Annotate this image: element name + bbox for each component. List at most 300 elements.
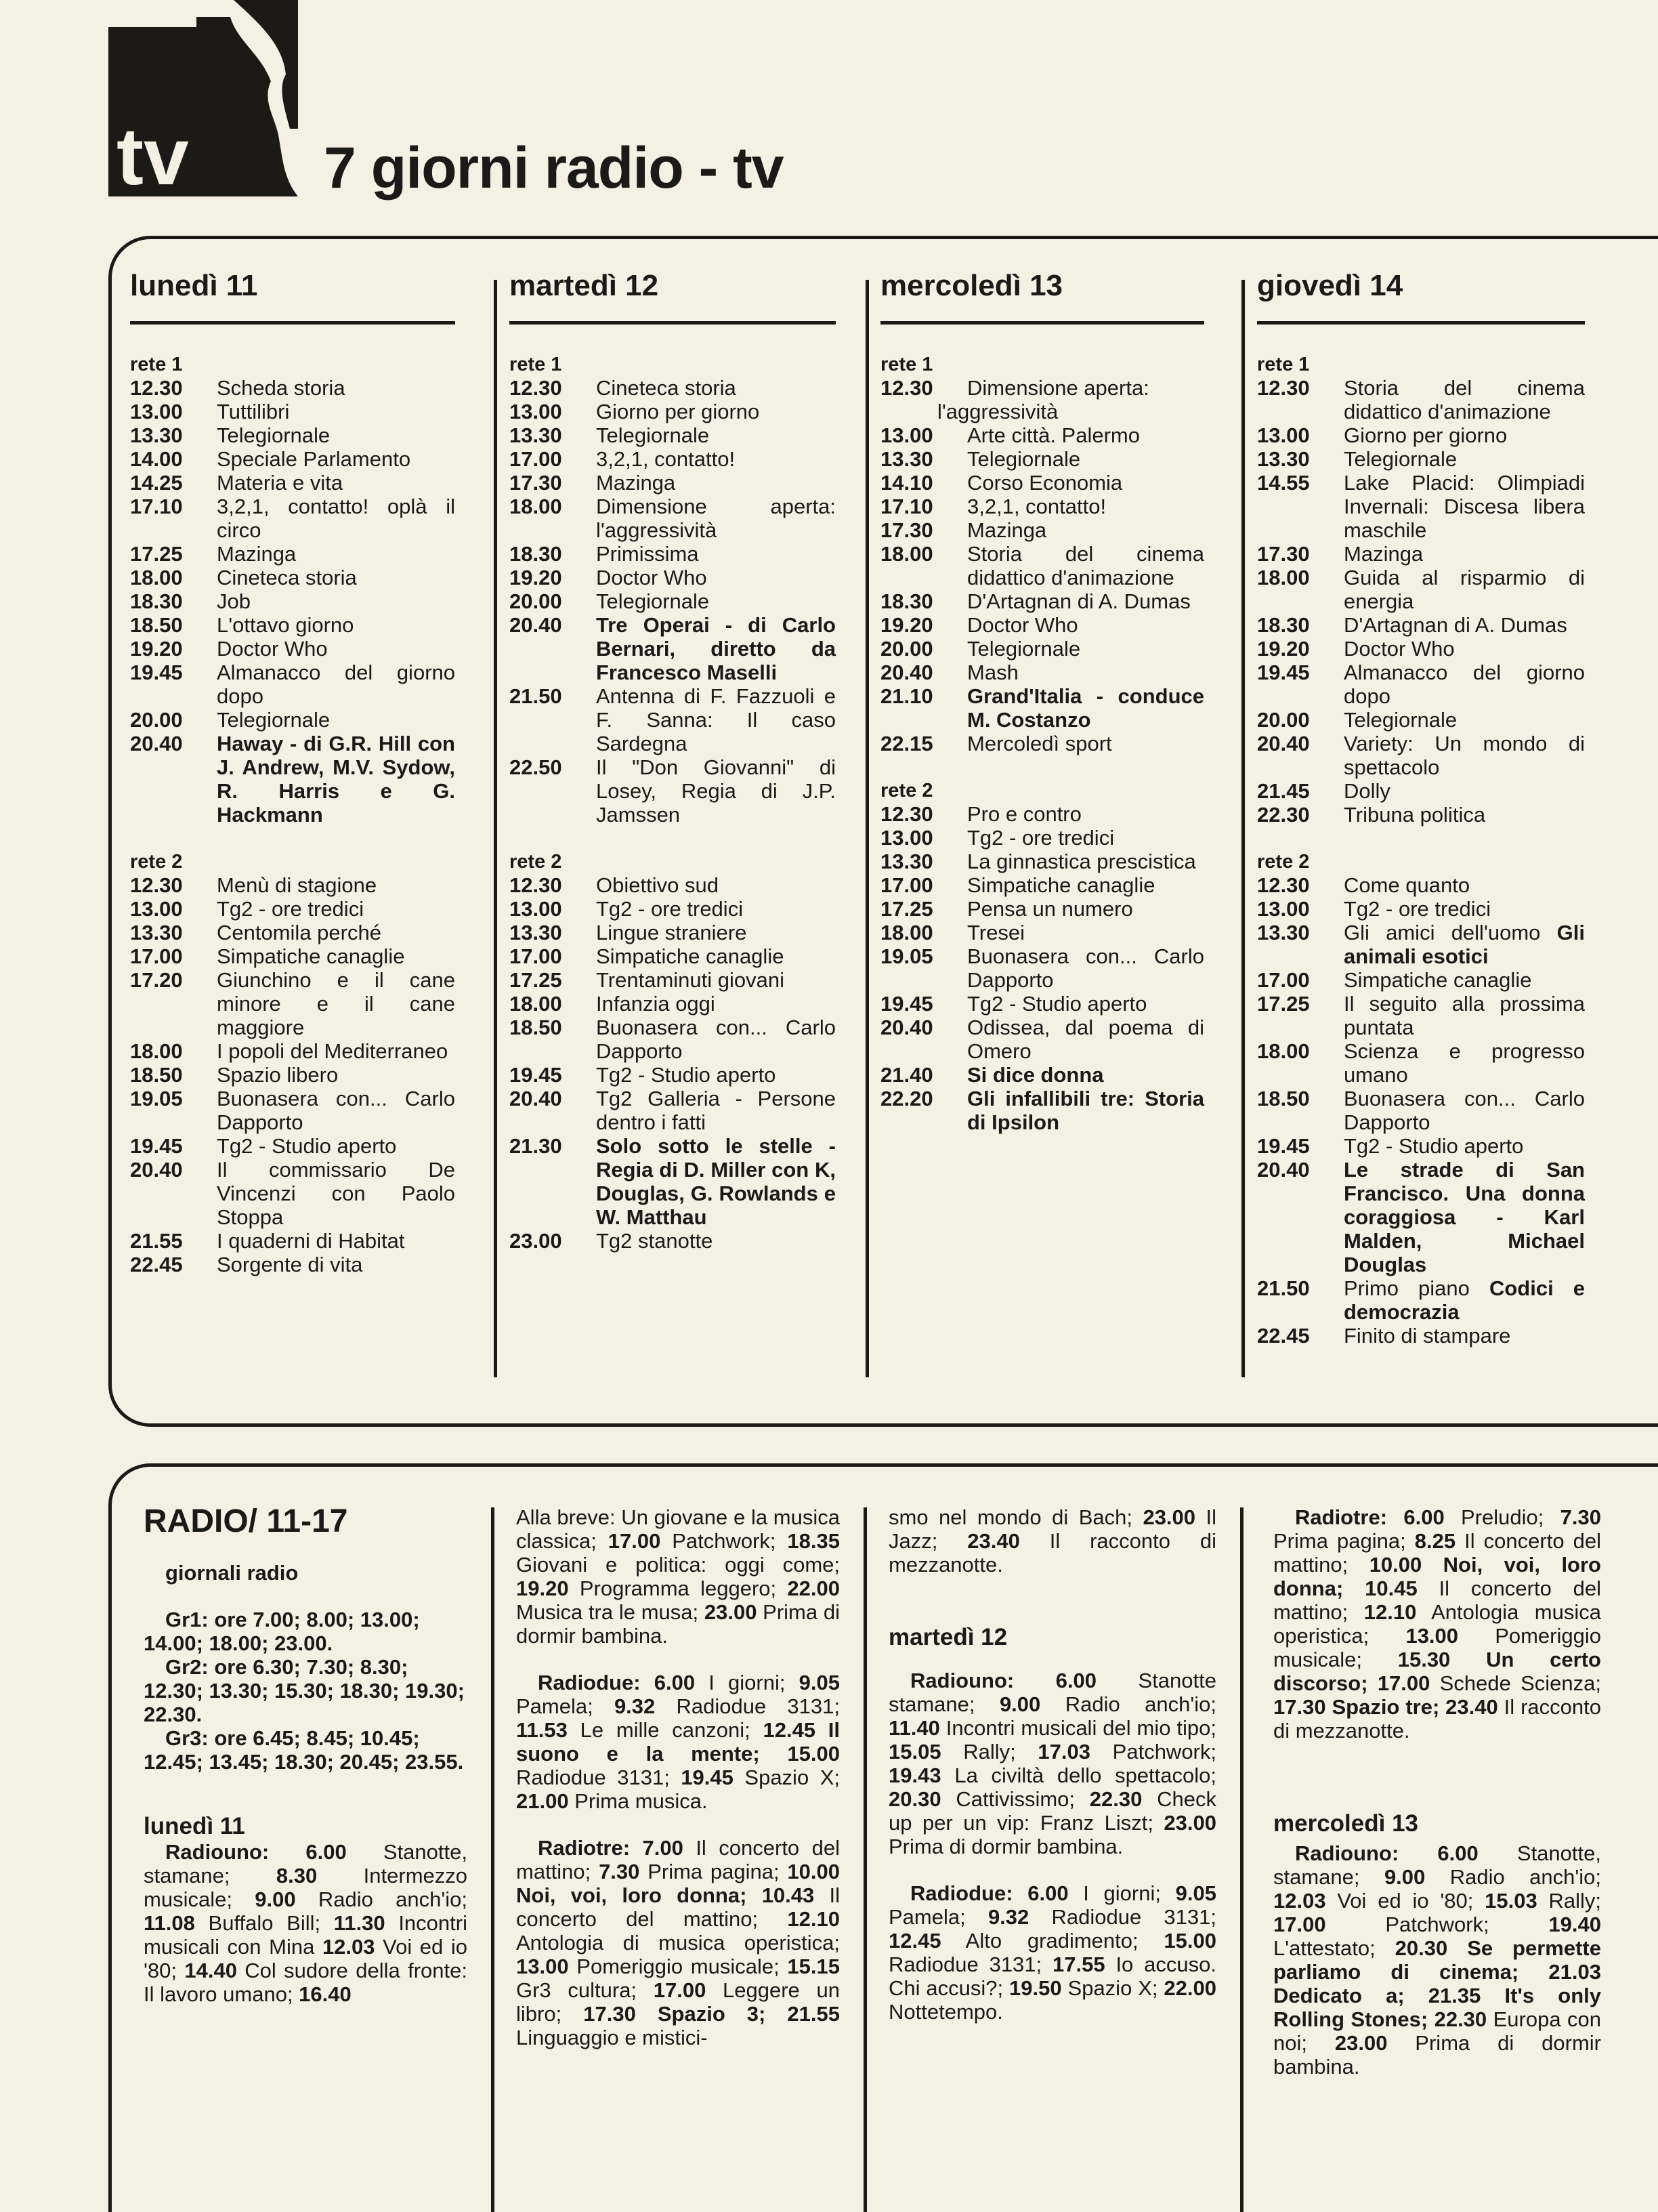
radio-column-1 [144,1505,467,2006]
program-row [509,1063,836,1087]
program-time: 17.30 [509,471,562,495]
program-title-text: Buonasera con... Carlo Dapporto [967,944,1204,992]
program-title-text: Giorno per giorno [596,400,760,423]
program-title-text: Storia del cinema didattico d'animazione [1344,376,1585,423]
radio-time-bold: 11.08 [144,1911,195,1935]
program-title [1344,471,1585,542]
program-title [217,921,455,944]
program-row [130,661,455,708]
program-title [596,589,836,613]
program-title-text: Mazinga [596,471,676,495]
radio-time-bold: 17.03 [1038,1740,1090,1764]
program-title [596,755,836,827]
program-row [509,684,836,755]
program-row [1257,732,1585,779]
radio-program-text: Patchwork; [660,1529,788,1553]
radio-program-text: Nottetempo. [889,2000,1003,2024]
program-time: 13.00 [1257,897,1310,921]
program-title-text: 3,2,1, contatto! [967,495,1107,518]
program-title [967,495,1204,518]
program-row [509,1087,836,1134]
radio-program-text: Buffalo Bill; [194,1911,334,1935]
program-title-text: Buonasera con... Carlo Dapporto [1344,1087,1585,1134]
program-time: 17.00 [130,944,183,968]
radio-time-bold: 23.00 [1164,1811,1216,1835]
program-time: 13.30 [509,423,562,447]
program-title-text: Doctor Who [967,613,1078,637]
program-title-text: D'Artagnan di A. Dumas [1344,613,1567,637]
radio-program-text: Pamela; [516,1694,614,1718]
channel-label: rete 1 [880,354,933,375]
program-title-text: 3,2,1, contatto! [596,447,736,471]
radio-time-bold: 20.30 Se permette parliamo di cinema; 21.03 Dedicato a; 21.35 It's only Rolling Stones; 22.30 [1273,1936,1601,2031]
program-row [880,447,1204,471]
program-time: 20.00 [1257,708,1310,732]
program-title-text: Buonasera con... Carlo Dapporto [596,1016,836,1063]
program-title [967,921,1204,944]
radio-time-bold: 23.40 [967,1529,1020,1553]
radio-time-bold: 9.32 [614,1694,656,1718]
radio-time-bold: 7.30 [1560,1505,1601,1529]
program-row [1257,708,1585,732]
radio-time-bold: Radiotre: 7.00 [538,1836,683,1860]
program-row [509,1229,836,1253]
program-time: 12.30 [509,376,562,400]
program-row [509,566,836,589]
program-time: 18.50 [1257,1087,1310,1110]
radio-time-bold: 13.00 [1405,1624,1459,1648]
program-title [967,944,1204,992]
program-row [880,850,1204,873]
program-title-text: Giunchino e il cane minore e il cane maggiore [217,968,455,1039]
day-title: giovedì 14 [1257,269,1403,302]
program-row [509,897,836,921]
program-title-text: Doctor Who [596,566,707,589]
program-title [217,1039,455,1063]
program-time: 17.25 [130,542,183,566]
radio-program-text: Gr3 cultura; [516,1978,654,2002]
program-time: 19.05 [130,1087,183,1110]
program-title [1344,1134,1585,1158]
program-time: 18.30 [130,589,183,613]
program-row [130,1087,455,1134]
program-title [217,400,455,423]
program-title-text: Finito di stampare [1344,1324,1511,1348]
program-title [217,566,455,589]
program-time: 13.30 [1257,921,1310,944]
day-title-rule [509,321,836,325]
program-time: 22.45 [130,1253,183,1276]
radio-program-text: Il concerto del mattino; [516,1883,840,1931]
program-row [880,661,1204,684]
program-title [596,566,836,589]
program-row [509,944,836,968]
program-time: 20.40 [509,613,562,637]
program-time: 13.30 [1257,447,1310,471]
program-title [967,1016,1204,1063]
program-title-text: Buonasera con... Carlo Dapporto [217,1087,455,1134]
program-title [596,684,836,755]
radio-lunedi-radiodue [516,1671,840,1813]
column-divider [491,1507,494,2212]
program-title-text: Tg2 - ore tredici [967,826,1115,850]
radio-time-bold: 7.30 [599,1860,640,1883]
radio-time-bold: Radiouno: 6.00 [910,1669,1097,1692]
program-title [1344,613,1585,637]
column-divider [1241,280,1245,1377]
radio-program-text: Rally; [1537,1889,1602,1913]
program-row [130,1158,455,1229]
gr2-schedule: Gr2: ore 6.30; 7.30; 8.30; 12.30; 13.30; 15.30; 18.30; 19.30; 22.30. [144,1655,465,1726]
radio-mercoledi-radiouno [1273,1841,1601,2079]
radio-program-text: Radiodue 3131; [889,1953,1053,1976]
program-time: 21.50 [509,684,562,708]
program-title [967,873,1204,897]
program-title [967,376,1204,400]
program-row [1257,661,1585,708]
program-time: 19.20 [509,566,562,589]
program-title [1344,1324,1585,1348]
radio-program-text: Radio anch'io; [1040,1692,1216,1716]
program-title [967,826,1204,850]
program-time: 18.00 [880,921,933,944]
program-row [130,708,455,732]
program-row [880,518,1204,542]
day-title-rule [880,321,1204,325]
radio-program-text: Radio anch'io; [295,1887,467,1911]
radio-program-text: Radio anch'io; [1425,1865,1601,1889]
program-title-text: Telegiornale [596,589,710,613]
program-row [1257,1276,1585,1324]
program-time: 20.00 [880,637,933,661]
program-title-text: Doctor Who [217,637,328,661]
program-time: 18.00 [130,566,183,589]
program-title [217,944,455,968]
program-title [1344,1087,1585,1134]
program-title-text: Il commissario De Vincenzi con Paolo Stoppa [217,1158,455,1229]
program-title-text: Tg2 - ore tredici [217,897,364,921]
program-title-text: Cineteca storia [217,566,357,589]
channel-label: rete 2 [1257,851,1310,873]
radio-program-text: Pamela; [889,1905,988,1929]
program-row [880,471,1204,495]
program-title-text: Variety: Un mondo di spettacolo [1344,732,1585,779]
program-time: 21.30 [509,1134,562,1158]
radio-program-text: I giorni; [1068,1881,1176,1905]
program-title-text: Tg2 Galleria - Persone dentro i fatti [596,1087,836,1134]
program-title-text: I quaderni di Habitat [217,1229,405,1253]
radio-program-text: Antologia di musica operistica; [516,1931,840,1955]
program-time: 19.05 [880,944,933,968]
program-row [130,1229,455,1253]
radio-program-text: Intermezzo musicale; [144,1864,468,1911]
program-title-text: Le strade di San Francisco. Una donna coraggiosa - Karl Malden, Michael Douglas [1344,1158,1585,1276]
schedule-list [880,353,1204,1134]
radio-program-text: Giovani e politica: oggi come; [516,1553,840,1577]
radio-time-bold: 20.30 [889,1787,941,1811]
program-row [1257,1324,1585,1348]
column-divider [494,280,497,1377]
program-title [217,1158,455,1229]
radio-time-bold: 19.45 [681,1766,734,1789]
program-title [1344,873,1585,897]
program-title [1344,542,1585,566]
radio-program-text: Pomeriggio musicale; [568,1955,788,1978]
program-title-text: Telegiornale [1344,708,1458,732]
program-time: 18.30 [1257,613,1310,637]
program-title [1344,423,1585,447]
program-row [880,495,1204,518]
radio-time-bold: 12.45 Il suono e la mente; 15.00 [516,1718,840,1766]
program-time: 13.00 [509,897,562,921]
radio-time-bold: 11.30 [333,1911,385,1935]
radio-program-text: Linguaggio e mistici- [516,2026,708,2049]
radio-program-text: Voi ed io '80; [1325,1889,1485,1913]
program-row [130,495,455,542]
program-title [217,1229,455,1253]
radio-time-bold: 9.00 [1384,1865,1426,1889]
program-time: 13.30 [130,921,183,944]
program-time: 20.40 [130,732,183,755]
radio-program-text: Pomeriggio musicale; [1273,1624,1601,1671]
program-time: 19.45 [130,661,183,684]
program-title [217,495,455,542]
program-time: 12.30 [1257,873,1310,897]
program-title-text: Simpatiche canaglie [967,873,1155,897]
radio-program-text: L'attestato; [1273,1936,1395,1960]
program-title-text: Almanacco del giorno dopo [217,661,455,708]
day-title: lunedì 11 [130,269,258,302]
program-title-text: Materia e vita [217,471,343,495]
program-time: 12.30 [880,802,933,826]
program-time: 20.40 [1257,732,1310,755]
program-title-text: Almanacco del giorno dopo [1344,661,1585,708]
program-title-highlight: Codici e democrazia [1344,1276,1585,1324]
program-time: 14.25 [130,471,183,495]
radio-lunedi-radiouno [144,1840,467,2006]
program-title-text: Solo sotto le stelle - Regia di D. Miller con K, Douglas, G. Rowlands e W. Matthau [596,1134,836,1229]
radio-program-text: Cattivissimo; [941,1787,1090,1811]
program-row [1257,1158,1585,1276]
program-title-text: Odissea, dal poema di Omero [967,1016,1204,1063]
column-divider [1240,1507,1244,2212]
program-time: 22.30 [1257,803,1310,827]
program-title-text: Simpatiche canaglie [217,944,405,968]
program-title [967,613,1204,637]
program-title [1344,1039,1585,1087]
program-title-text: Tuttilibri [217,400,290,423]
channel-label: rete 2 [880,780,933,801]
program-row [1257,566,1585,613]
program-title-text: Tg2 stanotte [596,1229,713,1253]
program-time: 20.40 [130,1158,183,1182]
radio-program-text: smo nel mondo di Bach; [889,1505,1143,1529]
radio-program-text: Col sudore della fronte: Il lavoro umano; [144,1959,467,2006]
program-title-text: Obiettivo sud [596,873,719,897]
program-title-text: Tg2 - Studio aperto [967,992,1147,1016]
tv-logo [102,0,298,196]
program-time: 22.50 [509,755,562,779]
program-title-text: Il seguito alla prossima puntata [1344,992,1585,1039]
program-title [596,992,836,1016]
logo-text: tv [116,111,189,196]
program-title-text: Tg2 - Studio aperto [217,1134,397,1158]
program-title [967,447,1204,471]
radio-column-4 [1273,1505,1601,2079]
radio-program-text: Check up per un vip: Franz Liszt; [889,1787,1217,1835]
program-title-text: Cineteca storia [596,376,736,400]
program-title [1344,708,1585,732]
program-title [596,400,836,423]
program-title-text: Trentaminuti giovani [596,968,784,992]
radio-lunedi-radiotre [516,1836,840,2049]
program-title-text: Tribuna politica [1344,803,1486,827]
radio-time-bold: 22.30 [1089,1787,1143,1811]
radio-time-bold: 15.30 Un certo discorso; 17.00 [1273,1648,1601,1695]
radio-time-bold: 23.00 [1334,2031,1388,2055]
program-row [880,589,1204,613]
program-title [596,968,836,992]
radio-time-bold: 8.30 [276,1864,318,1887]
program-time: 19.45 [1257,661,1310,684]
program-title [596,542,836,566]
program-time: 14.00 [130,447,183,471]
program-title [1344,779,1585,803]
program-row [509,1016,836,1063]
program-row [509,495,836,542]
program-title [596,897,836,921]
radio-time-bold: 22.00 [787,1577,840,1600]
program-title-text: Simpatiche canaglie [1344,968,1532,992]
program-title-text: Telegiornale [967,637,1081,661]
program-row [1257,613,1585,637]
program-time: 17.00 [509,447,562,471]
radio-program-text: Il concerto del mattino; [1273,1577,1602,1624]
program-row [130,944,455,968]
radio-martedi-radiouno [889,1669,1216,1858]
program-row [880,873,1204,897]
program-title [1344,637,1585,661]
program-title-text: Telegiornale [217,423,331,447]
program-time: 18.30 [509,542,562,566]
program-row [130,589,455,613]
program-row [1257,803,1585,827]
day-title-rule [1257,321,1585,325]
program-row [880,613,1204,637]
day-title-rule [130,321,455,325]
radio-day-martedi: martedì 12 [889,1624,1008,1650]
program-row [1257,992,1585,1039]
program-time: 20.40 [1257,1158,1310,1182]
program-title-text: I popoli del Mediterraneo [217,1039,448,1063]
program-time: 13.00 [1257,423,1310,447]
program-title-text: D'Artagnan di A. Dumas [967,589,1191,613]
program-time: 17.20 [130,968,183,992]
program-time: 17.30 [1257,542,1310,566]
radio-time-bold: 12.03 [322,1935,375,1959]
program-row [1257,376,1585,423]
program-row [1257,1087,1585,1134]
program-title [217,637,455,661]
radio-martedi-radiodue [889,1881,1216,2024]
radio-time-bold: 16.40 [299,1982,352,2006]
radio-time-bold: 23.00 [1143,1505,1196,1529]
program-title [967,684,1204,732]
program-time: 12.30 [130,873,183,897]
program-time: 17.30 [880,518,933,542]
radio-time-bold: 12.03 [1273,1889,1326,1913]
radio-time-bold: 9.05 [1175,1881,1217,1905]
channel-label: rete 1 [509,354,562,375]
radio-time-bold: 15.00 [1164,1929,1216,1953]
program-time: 13.30 [130,423,183,447]
program-row [1257,921,1585,968]
program-title [217,447,455,471]
radio-program-text: Prima pagina; [639,1860,788,1883]
program-row [880,637,1204,661]
program-row [130,566,455,589]
program-title [217,732,455,827]
radio-time-bold: 9.32 [987,1905,1029,1929]
program-title [596,873,836,897]
program-time: 14.10 [880,471,933,495]
program-title-text: Scienza e progresso umano [1344,1039,1585,1087]
program-row [1257,471,1585,542]
program-title [967,850,1204,873]
program-time: 20.40 [880,1016,933,1039]
radio-program-text: Incontri musicali del mio tipo; [939,1716,1216,1740]
radio-time-bold: 17.00 [1273,1913,1326,1936]
radio-column-3 [889,1505,1216,2024]
radio-program-text: Prima pagina; [1273,1529,1415,1553]
program-time: 13.00 [880,423,933,447]
program-row [1257,1039,1585,1087]
program-time: 13.30 [880,447,933,471]
program-row [130,613,455,637]
radio-time-bold: Radiouno: 6.00 [1295,1841,1479,1865]
radio-day-lunedi: lunedì 11 [144,1813,245,1839]
radio-program-text: Radiodue 3131; [1029,1905,1216,1929]
radio-time-bold: Radiouno: 6.00 [165,1840,347,1864]
channel-label: rete 2 [509,851,562,873]
program-time: 12.30 [880,376,933,400]
program-title [596,944,836,968]
program-time: 18.00 [509,992,562,1016]
program-row [1257,637,1585,661]
program-title [217,1087,455,1134]
program-time: 14.55 [1257,471,1310,495]
program-title-continuation: l'aggressività [937,400,1059,423]
program-title-text: 3,2,1, contatto! oplà il circo [217,495,455,542]
program-row [130,732,455,827]
program-time: 19.45 [130,1134,183,1158]
program-row [509,471,836,495]
program-title [1344,992,1585,1039]
program-title-text: Mash [967,661,1019,684]
program-row [880,921,1204,944]
radio-program-text: Il concerto del mattino; [1273,1529,1601,1577]
radio-program-text: Voi ed io '80; [144,1935,468,1982]
program-title-text: Mercoledì sport [967,732,1112,755]
radio-program-text: Spazio X; [1061,1976,1164,2000]
radio-program-text: I giorni; [695,1671,799,1694]
radio-time-bold: 17.55 [1053,1953,1105,1976]
program-title [596,376,836,400]
program-time: 19.20 [880,613,933,637]
program-title [967,637,1204,661]
program-title-text: Primissima [596,542,699,566]
program-row [880,1087,1204,1134]
